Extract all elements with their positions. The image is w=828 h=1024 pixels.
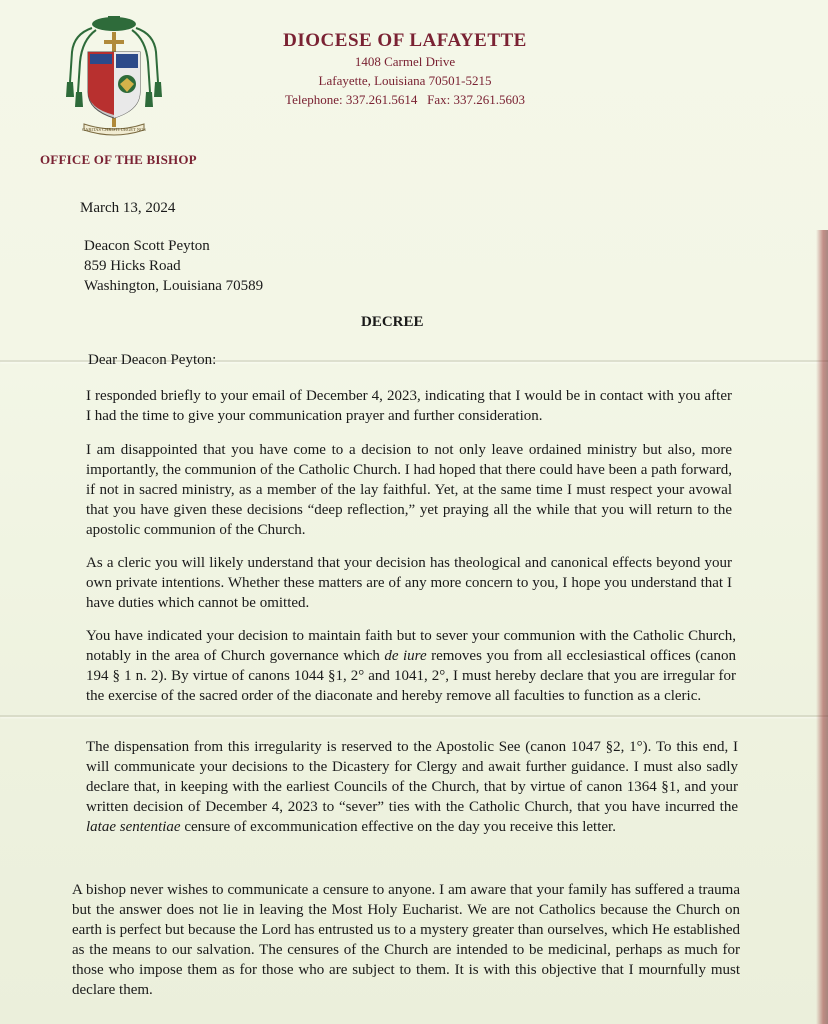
office-of-bishop: OFFICE OF THE BISHOP [40, 152, 197, 167]
paragraph-5-italic: latae sententiae [86, 819, 181, 835]
phone-fax: Telephone: 337.261.5614 Fax: 337.261.5603 [285, 92, 525, 107]
paragraph-1: I responded briefly to your email of December 4, 2023, indicating that I would be in contact with you after I had the time to give your communication prayer and further consideration. [86, 388, 732, 424]
paragraph-4 [86, 626, 736, 706]
paragraph-5 [86, 737, 738, 837]
paragraph-5-text: censure of excommunication effective on the day you receive this letter. [180, 819, 616, 835]
paragraph-5-text: The dispensation from this irregularity is reserved to the Apostolic See (canon 1047 §2, 1°). To this end, I will communicate your decisions to the Dicastery for Clergy and await further guidance. I must also sadly declare that, in keeping with the earliest Councils of the Church, that by virtue of canon 1364 §1, and your written decision of December 4, 2023 to “sever” ties with the Catholic Church, that you have incurred the [86, 739, 738, 815]
coat-of-arms-icon [64, 12, 164, 147]
background-edge [816, 230, 828, 1024]
address-line-2: Lafayette, Louisiana 70501-5215 [318, 73, 492, 88]
paper-fold [0, 715, 828, 717]
paragraph-2: I am disappointed that you have come to a decision to not only leave ordained ministry but also, more importantly, the communion of the Catholic Church. I had hoped that there could have been a path forward, if not in sacred ministry, as a member of the lay faithful. Yet, at the same time I must respect your avowal that you have given these decisions “deep reflection,” yet praying all the while that you will return to the apostolic communion of the Church. [86, 442, 732, 538]
decree-heading: DECREE [361, 314, 424, 330]
paragraph-4-italic: de iure [384, 648, 427, 664]
letter-date: March 13, 2024 [80, 200, 176, 216]
letterhead [275, 30, 535, 109]
address-line-1: 1408 Carmel Drive [354, 54, 456, 69]
paragraph-6: A bishop never wishes to communicate a censure to anyone. I am aware that your family has suffered a trauma but the answer does not lie in leaving the Most Holy Eucharist. We are not Catholics because the Church on earth is perfect but because the Lord has entrusted us to a mystery greater than ourselves, which He established as the means to our salvation. The censures of the Church are intended to be medicinal, perhaps as much for those who impose them as for those who are subject to them. It is with this objective that I mournfully must declare them. [72, 882, 740, 998]
paragraph-3: As a cleric you will likely understand that your decision has theological and canonical effects beyond your own private intentions. Whether these matters are of any more concern to you, I hope you understand that I have duties which cannot be omitted. [86, 555, 732, 611]
recipient-city: Washington, Louisiana 70589 [84, 278, 264, 294]
paragraph-4-text: removes you from all ecclesiastical offices (canon 194 § 1 n. 2). By virtue of canons 1044 §1, 2° and 1041, 2°, I must hereby declare that you are irregular for the exercise of the sacred order of the diaconate and hereby remove all faculties to function as a cleric. [86, 648, 737, 704]
diocese-title: DIOCESE OF LAFAYETTE [283, 30, 527, 51]
recipient-street: 859 Hicks Road [84, 258, 181, 274]
recipient-address [84, 236, 263, 296]
crest-motto: CARITAS CHRISTI URGET NOS [82, 127, 146, 132]
paragraph-4-text: You have indicated your decision to maintain faith but to sever your communion with the Catholic Church, notably in the area of Church governance which [86, 628, 736, 664]
recipient-name: Deacon Scott Peyton [84, 238, 210, 254]
salutation: Dear Deacon Peyton: [88, 352, 217, 368]
